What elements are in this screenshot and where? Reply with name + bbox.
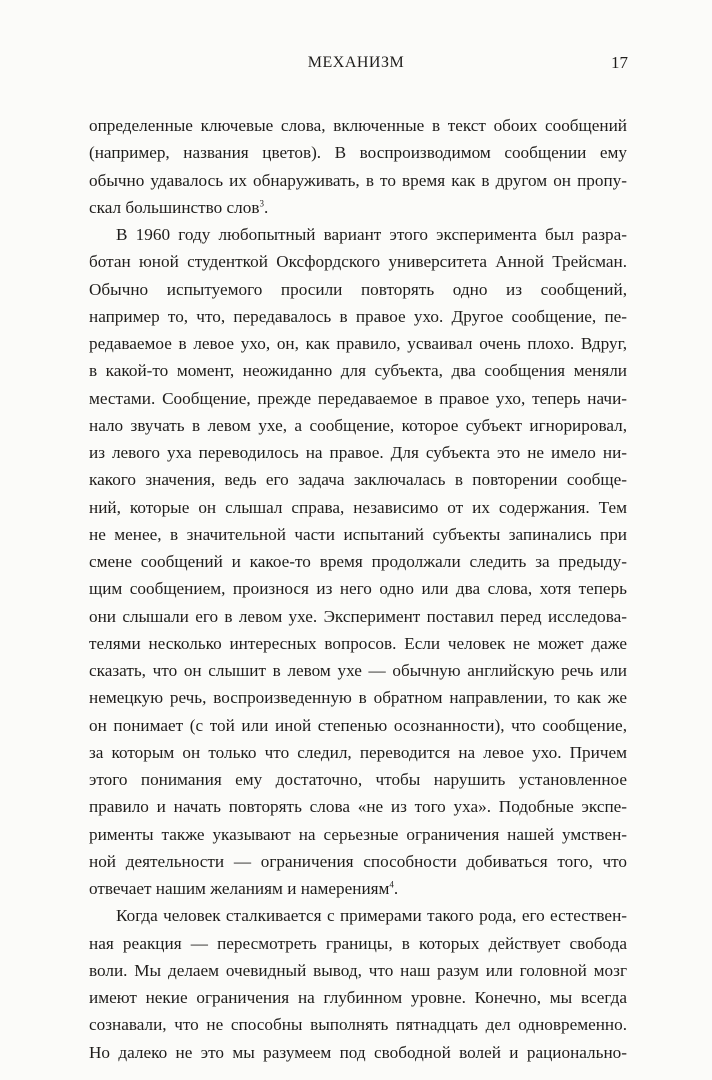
text-line: не менее, в значительной части испытаний субъекты запинались при — [89, 524, 627, 544]
text-line: местами. Сообщение, прежде передаваемое в правое ухо, теперь начи- — [89, 388, 627, 408]
body-text — [89, 112, 627, 1066]
text-line: имеют некие ограничения на глубинном уровне. Конечно, мы всегда — [89, 988, 627, 1007]
text-line: смене сообщений и какое-то время продолжали следить за предыду- — [89, 552, 627, 571]
text-line: правило и начать повторять слова «не из того уха». Подобные экспе- — [89, 797, 627, 817]
text-line-indented: В 1960 году любопытный вариант этого эксперимента был разра- — [116, 225, 627, 244]
text-line-content: скал большинство слов — [89, 197, 260, 217]
text-line-last: отвечает нашим желаниям и намерениям$^4$. — [89, 879, 399, 898]
footnote-ref: 3 — [259, 198, 264, 209]
text-line: Но далеко не это мы разумеем под свободной волей и рационально- — [89, 1042, 627, 1062]
text-line: сказать, что он слышит в левом ухе — обычную английскую речь или — [89, 661, 627, 680]
text-line: щим сообщением, произнося из него одно или два слова, хотя теперь — [89, 579, 627, 599]
text-line: за которым он только что следил, переводится на левое ухо. Причем — [89, 742, 627, 762]
text-line: он понимает (с той или иной степенью осознанности), что сообщение, — [89, 715, 627, 735]
text-line: из левого уха переводилось на правое. Для субъекта это не имело ни- — [89, 443, 627, 462]
text-line: телями несколько интересных вопросов. Если человек не может даже — [89, 633, 627, 653]
text-line: рименты также указывают на серьезные ограничения нашей умствен- — [89, 824, 627, 844]
text-line: ная реакция — пересмотреть границы, в которых действует свобода — [89, 933, 627, 953]
text-line: определенные ключевые слова, включенные в текст обоих сообщений — [89, 116, 627, 135]
text-line: ной деятельности — ограничения способности добиваться того, что — [89, 851, 627, 871]
text-line-indented: Когда человек сталкивается с примерами такого рода, его естествен- — [116, 906, 627, 926]
text-line: какого значения, ведь его задача заключалась в повторении сообще- — [89, 470, 627, 490]
text-line: этого понимания ему достаточно, чтобы нарушить установленное — [89, 770, 627, 789]
text-line: (например, названия цветов). В воспроизводимом сообщении ему — [89, 143, 627, 163]
text-line: Обычно испытуемого просили повторять одно из сообщений, — [89, 279, 627, 299]
paragraph-3 — [89, 902, 627, 1066]
text-line: ботан юной студенткой Оксфордского университета Анной Трейсман. — [89, 252, 627, 272]
text-line: ний, которые он слышал справа, независимо от их содержания. Тем — [89, 497, 627, 517]
paragraph-1 — [89, 112, 627, 221]
page-number: 17 — [611, 53, 628, 72]
text-line: в какой-то момент, неожиданно для субъекта, два сообщения меняли — [89, 361, 627, 381]
text-line: воли. Мы делаем очевидный вывод, что наш разум или головной мозг — [89, 960, 627, 980]
running-header — [0, 51, 712, 75]
paragraph-2 — [89, 221, 627, 902]
text-line: например то, что, передавалось в правое ухо. Другое сообщение, пе- — [89, 306, 627, 326]
text-line: нало звучать в левом ухе, а сообщение, которое субъект игнорировал, — [89, 415, 627, 435]
text-line: редаваемое в левое ухо, он, как правило, усваивал очень плохо. Вдруг, — [89, 334, 627, 353]
text-line: немецкую речь, воспроизведенную в обратном направлении, то как же — [89, 688, 627, 708]
text-line: сознавали, что не способны выполнять пятнадцать дел одновременно. — [89, 1015, 627, 1035]
text-line-last: скал большинство слов$^3$. — [89, 197, 269, 217]
footnote-ref: 4 — [389, 879, 394, 890]
chapter-title: МЕХАНИЗМ — [307, 54, 405, 71]
text-line: они слышали его в левом ухе. Эксперимент поставил перед исследова- — [89, 606, 627, 626]
text-line-content: отвечает нашим желаниям и намерениям — [89, 879, 390, 898]
text-line: обычно удавалось их обнаруживать, в то время как в другом он пропу- — [89, 170, 627, 190]
